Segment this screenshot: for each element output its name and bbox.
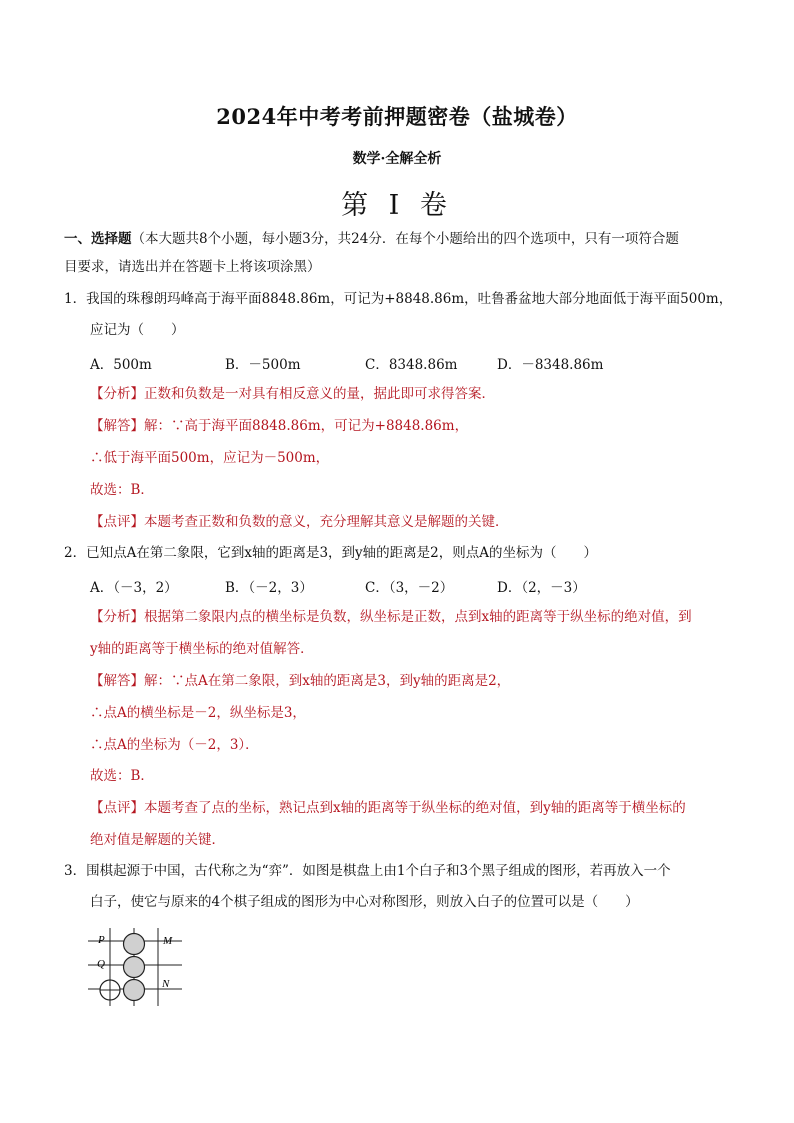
q3-stem-1: 3．围棋起源于中国，古代称之为“弈”．如图是棋盘上由1个白子和3个黑子组成的图形，若再放入一个 — [64, 863, 671, 879]
q1-answer — [90, 417, 760, 435]
go-board-figure — [88, 928, 188, 1006]
q1-answer-tag: 【解答】 — [90, 418, 144, 434]
section-heading: 一、选择题 — [64, 231, 132, 247]
q1-option-b: B．－500m — [225, 357, 301, 373]
point-q-label: Q — [97, 958, 105, 970]
section-desc-2: 目要求，请选出并在答题卡上将该项涂黑） — [64, 259, 321, 275]
q2-answer-text-3: ∴点A的坐标为（－2，3）． — [90, 737, 259, 753]
q2-answer — [90, 672, 760, 690]
section-intro — [64, 230, 734, 248]
q2-answer-tag: 【解答】 — [90, 673, 144, 689]
q2-comment — [90, 799, 760, 817]
q1-analysis — [90, 385, 760, 403]
q2-comment-text-1: 本题考查了点的坐标，熟记点到x轴的距离等于纵坐标的绝对值，到y轴的距离等于横坐标的 — [144, 800, 686, 816]
q1-analysis-text: 正数和负数是一对具有相反意义的量，据此即可求得答案． — [144, 386, 495, 402]
q2-comment-tag: 【点评】 — [90, 800, 144, 816]
point-p-label: P — [98, 934, 105, 946]
q2-option-b: B．（－2，3） — [225, 580, 313, 596]
q2-comment-text-2: 绝对值是解题的关键． — [90, 832, 225, 848]
q1-answer-text-1: 解：∵高于海平面8848.86m，可记为+8848.86m， — [144, 418, 469, 434]
q1-choose: 故选：B． — [90, 482, 154, 498]
q1-stem-1: 1．我国的珠穆朗玛峰高于海平面8848.86m，可记为+8848.86m，吐鲁番盆地大部分地面低于海平面500m， — [64, 291, 733, 307]
q1-analysis-tag: 【分析】 — [90, 386, 144, 402]
q3-stem-2: 白子，使它与原来的4个棋子组成的图形为中心对称图形，则放入白子的位置可以是（ ） — [90, 894, 639, 910]
q1-answer-text-2: ∴低于海平面500m，应记为－500m， — [90, 450, 330, 466]
point-n-label: N — [162, 978, 170, 990]
q2-option-c: C．（3，－2） — [365, 580, 454, 596]
q1-option-c: C．8348.86m — [365, 357, 458, 373]
q2-option-d: D．（2，－3） — [497, 580, 586, 596]
volume-heading: 第 I 卷 — [341, 190, 453, 221]
black-stone — [124, 934, 145, 955]
q1-comment-text: 本题考查正数和负数的意义，充分理解其意义是解题的关键． — [144, 514, 509, 530]
q2-analysis-text-2: y轴的距离等于横坐标的绝对值解答． — [90, 641, 314, 657]
page-subtitle: 数学·全解全析 — [352, 151, 442, 167]
q2-analysis-tag: 【分析】 — [90, 609, 144, 625]
q2-answer-text-1: 解：∵点A在第二象限，到x轴的距离是3，到y轴的距离是2， — [144, 673, 511, 689]
q2-choose: 故选：B． — [90, 768, 154, 784]
black-stone — [124, 980, 145, 1001]
section-desc-1: （本大题共8个小题，每小题3分，共24分．在每个小题给出的四个选项中，只有一项符合题 — [131, 231, 679, 247]
q2-analysis-text-1: 根据第二象限内点的横坐标是负数，纵坐标是正数，点到x轴的距离等于纵坐标的绝对值，到 — [144, 609, 692, 625]
q1-comment — [90, 513, 760, 531]
q2-option-a: A．（－3，2） — [90, 580, 178, 596]
point-m-label: M — [163, 935, 173, 947]
black-stone — [124, 957, 145, 978]
page-title: 2024年中考考前押题密卷（盐城卷） — [216, 104, 578, 129]
q1-option-d: D．－8348.86m — [497, 357, 604, 373]
q1-stem-2: 应记为（ ） — [90, 322, 185, 338]
q2-analysis — [90, 608, 760, 626]
q1-comment-tag: 【点评】 — [90, 514, 144, 530]
q2-stem: 2．已知点A在第二象限，它到x轴的距离是3，到y轴的距离是2，则点A的坐标为（ ） — [64, 545, 598, 561]
q2-answer-text-2: ∴点A的横坐标是－2，纵坐标是3， — [90, 705, 306, 721]
q1-option-a: A．500m — [90, 357, 152, 373]
